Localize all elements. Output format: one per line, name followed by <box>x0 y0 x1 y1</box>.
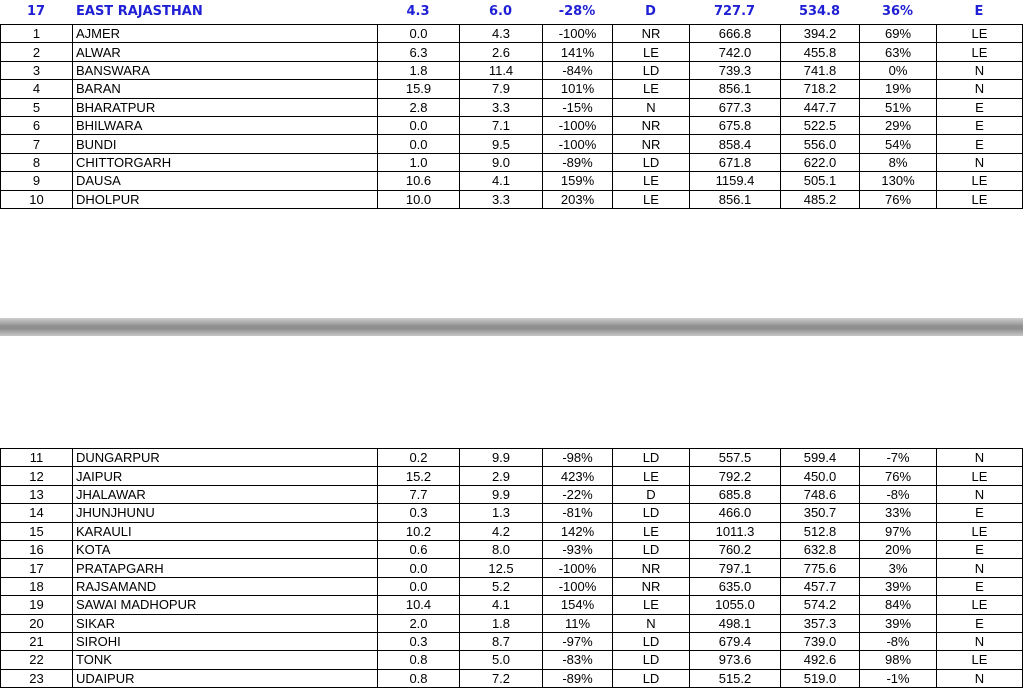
category-2: LE <box>937 651 1023 669</box>
normal-value-2: 492.6 <box>781 651 860 669</box>
category: LD <box>613 449 690 467</box>
actual-value: 2.8 <box>378 98 460 116</box>
table-row <box>1 61 1023 79</box>
actual-value-2: 675.8 <box>690 116 781 134</box>
table-row <box>1 43 1023 61</box>
normal-value-2: 718.2 <box>781 80 860 98</box>
category-2: N <box>937 632 1023 650</box>
district-name: ALWAR <box>73 43 378 61</box>
normal-value-2: 775.6 <box>781 559 860 577</box>
normal-value-2: 739.0 <box>781 632 860 650</box>
table-row <box>1 632 1023 650</box>
actual-value-2: 760.2 <box>690 540 781 558</box>
district-name: RAJSAMAND <box>73 577 378 595</box>
category-2: E <box>937 540 1023 558</box>
row-number: 5 <box>1 98 73 116</box>
normal-value: 2.9 <box>460 467 543 485</box>
category-2: N <box>937 61 1023 79</box>
actual-value-2: 1011.3 <box>690 522 781 540</box>
table-row <box>1 172 1023 190</box>
category: D <box>613 485 690 503</box>
departure-percent: 101% <box>543 80 613 98</box>
actual-value-2: 666.8 <box>690 25 781 43</box>
actual-value: 10.2 <box>378 522 460 540</box>
actual-value-2: 1159.4 <box>690 172 781 190</box>
district-name: UDAIPUR <box>73 669 378 687</box>
actual-value-2: 466.0 <box>690 504 781 522</box>
row-number: 1 <box>1 25 73 43</box>
actual-value: 0.0 <box>378 25 460 43</box>
normal-value: 9.9 <box>460 449 543 467</box>
actual-value: 15.2 <box>378 467 460 485</box>
normal-value: 9.5 <box>460 135 543 153</box>
normal-value: 2.6 <box>460 43 543 61</box>
district-name: JAIPUR <box>73 467 378 485</box>
actual-value: 0.2 <box>378 449 460 467</box>
departure-percent: -100% <box>543 116 613 134</box>
departure-percent-2: -8% <box>860 485 937 503</box>
actual-value-2: 685.8 <box>690 485 781 503</box>
district-name: CHITTORGARH <box>73 153 378 171</box>
district-name: BARAN <box>73 80 378 98</box>
category: LD <box>613 61 690 79</box>
district-name: TONK <box>73 651 378 669</box>
row-number: 18 <box>1 577 73 595</box>
departure-percent-2: 76% <box>860 467 937 485</box>
normal-value-2: 599.4 <box>781 449 860 467</box>
row-number: 15 <box>1 522 73 540</box>
category-2: N <box>937 449 1023 467</box>
actual-value-2: 792.2 <box>690 467 781 485</box>
departure-percent-2: 98% <box>860 651 937 669</box>
actual-value: 10.0 <box>378 190 460 208</box>
normal-value-2: 512.8 <box>781 522 860 540</box>
category: LD <box>613 504 690 522</box>
departure-percent-2: 63% <box>860 43 937 61</box>
category: LD <box>613 153 690 171</box>
normal-value-2: 741.8 <box>781 61 860 79</box>
row-number: 14 <box>1 504 73 522</box>
header-region: EAST RAJASTHAN <box>76 4 203 19</box>
district-table-part-2 <box>0 448 1023 688</box>
category-2: LE <box>937 522 1023 540</box>
departure-percent-2: 84% <box>860 596 937 614</box>
actual-value: 6.3 <box>378 43 460 61</box>
category: LD <box>613 632 690 650</box>
header-departure-2: 36% <box>881 4 914 19</box>
category-2: LE <box>937 25 1023 43</box>
category-2: E <box>937 135 1023 153</box>
category-2: N <box>937 153 1023 171</box>
departure-percent: 154% <box>543 596 613 614</box>
header-category: D <box>645 4 656 19</box>
table-row <box>1 559 1023 577</box>
category: LE <box>613 467 690 485</box>
normal-value: 4.1 <box>460 596 543 614</box>
departure-percent-2: 0% <box>860 61 937 79</box>
header-category-2: E <box>974 4 984 19</box>
normal-value: 7.2 <box>460 669 543 687</box>
normal-value-2: 350.7 <box>781 504 860 522</box>
departure-percent-2: 29% <box>860 116 937 134</box>
departure-percent-2: 76% <box>860 190 937 208</box>
category: N <box>613 98 690 116</box>
actual-value-2: 856.1 <box>690 190 781 208</box>
category-2: N <box>937 559 1023 577</box>
row-number: 7 <box>1 135 73 153</box>
actual-value: 0.0 <box>378 135 460 153</box>
departure-percent-2: -8% <box>860 632 937 650</box>
category: LE <box>613 80 690 98</box>
departure-percent: -84% <box>543 61 613 79</box>
normal-value: 7.9 <box>460 80 543 98</box>
category: LD <box>613 540 690 558</box>
row-number: 11 <box>1 449 73 467</box>
category: NR <box>613 25 690 43</box>
actual-value-2: 677.3 <box>690 98 781 116</box>
normal-value-2: 455.8 <box>781 43 860 61</box>
normal-value-2: 522.5 <box>781 116 860 134</box>
normal-value-2: 485.2 <box>781 190 860 208</box>
table-row <box>1 116 1023 134</box>
normal-value: 3.3 <box>460 190 543 208</box>
departure-percent: -81% <box>543 504 613 522</box>
departure-percent: 11% <box>543 614 613 632</box>
normal-value-2: 632.8 <box>781 540 860 558</box>
row-number: 9 <box>1 172 73 190</box>
actual-value: 10.4 <box>378 596 460 614</box>
departure-percent-2: 39% <box>860 577 937 595</box>
header-departure: -28% <box>558 4 596 19</box>
row-number: 12 <box>1 467 73 485</box>
normal-value: 8.0 <box>460 540 543 558</box>
normal-value-2: 519.0 <box>781 669 860 687</box>
departure-percent-2: 69% <box>860 25 937 43</box>
category: LE <box>613 596 690 614</box>
table-row <box>1 522 1023 540</box>
departure-percent-2: 3% <box>860 559 937 577</box>
district-name: BUNDI <box>73 135 378 153</box>
category-2: N <box>937 485 1023 503</box>
actual-value-2: 973.6 <box>690 651 781 669</box>
departure-percent: 159% <box>543 172 613 190</box>
actual-value: 0.0 <box>378 116 460 134</box>
category: NR <box>613 116 690 134</box>
district-name: JHUNJHUNU <box>73 504 378 522</box>
actual-value: 10.6 <box>378 172 460 190</box>
actual-value: 0.0 <box>378 559 460 577</box>
table-row <box>1 25 1023 43</box>
table-row <box>1 153 1023 171</box>
table-row <box>1 651 1023 669</box>
departure-percent: -100% <box>543 559 613 577</box>
district-name: BHILWARA <box>73 116 378 134</box>
departure-percent: -100% <box>543 135 613 153</box>
actual-value: 1.8 <box>378 61 460 79</box>
table-row <box>1 540 1023 558</box>
departure-percent: 423% <box>543 467 613 485</box>
table-row <box>1 80 1023 98</box>
normal-value-2: 505.1 <box>781 172 860 190</box>
district-table-part-1 <box>0 24 1023 209</box>
district-name: DAUSA <box>73 172 378 190</box>
table-row <box>1 669 1023 687</box>
actual-value-2: 858.4 <box>690 135 781 153</box>
actual-value: 15.9 <box>378 80 460 98</box>
district-name: BANSWARA <box>73 61 378 79</box>
normal-value: 1.3 <box>460 504 543 522</box>
normal-value-2: 622.0 <box>781 153 860 171</box>
normal-value-2: 748.6 <box>781 485 860 503</box>
table-row <box>1 614 1023 632</box>
table-row <box>1 449 1023 467</box>
normal-value-2: 447.7 <box>781 98 860 116</box>
row-number: 23 <box>1 669 73 687</box>
table-row <box>1 98 1023 116</box>
category: LE <box>613 190 690 208</box>
row-number: 4 <box>1 80 73 98</box>
row-number: 19 <box>1 596 73 614</box>
row-number: 6 <box>1 116 73 134</box>
category-2: N <box>937 80 1023 98</box>
table-row <box>1 577 1023 595</box>
district-name: SAWAI MADHOPUR <box>73 596 378 614</box>
category: LD <box>613 651 690 669</box>
category: LD <box>613 669 690 687</box>
district-name: PRATAPGARH <box>73 559 378 577</box>
row-number: 13 <box>1 485 73 503</box>
district-name: KOTA <box>73 540 378 558</box>
header-no: 17 <box>26 4 46 19</box>
departure-percent: 141% <box>543 43 613 61</box>
actual-value-2: 515.2 <box>690 669 781 687</box>
departure-percent-2: 130% <box>860 172 937 190</box>
category-2: LE <box>937 467 1023 485</box>
row-number: 2 <box>1 43 73 61</box>
row-number: 16 <box>1 540 73 558</box>
departure-percent-2: 8% <box>860 153 937 171</box>
normal-value: 8.7 <box>460 632 543 650</box>
normal-value: 5.2 <box>460 577 543 595</box>
category-2: LE <box>937 190 1023 208</box>
departure-percent: 203% <box>543 190 613 208</box>
departure-percent: -93% <box>543 540 613 558</box>
departure-percent: -89% <box>543 153 613 171</box>
category-2: LE <box>937 43 1023 61</box>
normal-value-2: 556.0 <box>781 135 860 153</box>
actual-value-2: 797.1 <box>690 559 781 577</box>
departure-percent: -98% <box>543 449 613 467</box>
normal-value: 5.0 <box>460 651 543 669</box>
normal-value: 12.5 <box>460 559 543 577</box>
departure-percent-2: 20% <box>860 540 937 558</box>
departure-percent-2: 33% <box>860 504 937 522</box>
category-2: LE <box>937 172 1023 190</box>
category-2: E <box>937 504 1023 522</box>
row-number: 22 <box>1 651 73 669</box>
district-name: DUNGARPUR <box>73 449 378 467</box>
table-row <box>1 504 1023 522</box>
departure-percent: -100% <box>543 577 613 595</box>
normal-value: 11.4 <box>460 61 543 79</box>
normal-value: 9.9 <box>460 485 543 503</box>
actual-value: 7.7 <box>378 485 460 503</box>
normal-value-2: 450.0 <box>781 467 860 485</box>
normal-value: 9.0 <box>460 153 543 171</box>
subdivision-header-row <box>0 3 1023 21</box>
actual-value-2: 679.4 <box>690 632 781 650</box>
table-row <box>1 467 1023 485</box>
row-number: 10 <box>1 190 73 208</box>
category-2: E <box>937 116 1023 134</box>
departure-percent: -22% <box>543 485 613 503</box>
departure-percent: -97% <box>543 632 613 650</box>
departure-percent: -100% <box>543 25 613 43</box>
category: NR <box>613 135 690 153</box>
normal-value: 3.3 <box>460 98 543 116</box>
actual-value-2: 1055.0 <box>690 596 781 614</box>
actual-value-2: 557.5 <box>690 449 781 467</box>
header-normal-2: 534.8 <box>798 4 841 19</box>
district-name: SIROHI <box>73 632 378 650</box>
normal-value-2: 357.3 <box>781 614 860 632</box>
district-name: BHARATPUR <box>73 98 378 116</box>
departure-percent-2: 39% <box>860 614 937 632</box>
departure-percent: 142% <box>543 522 613 540</box>
actual-value: 0.3 <box>378 504 460 522</box>
category-2: E <box>937 577 1023 595</box>
departure-percent: -89% <box>543 669 613 687</box>
row-number: 20 <box>1 614 73 632</box>
departure-percent-2: -1% <box>860 669 937 687</box>
actual-value: 0.6 <box>378 540 460 558</box>
normal-value: 4.2 <box>460 522 543 540</box>
district-name: SIKAR <box>73 614 378 632</box>
table-row <box>1 190 1023 208</box>
normal-value: 4.1 <box>460 172 543 190</box>
table-row <box>1 485 1023 503</box>
page-separator <box>0 318 1023 336</box>
normal-value-2: 457.7 <box>781 577 860 595</box>
header-actual: 4.3 <box>406 4 430 19</box>
actual-value: 2.0 <box>378 614 460 632</box>
normal-value: 1.8 <box>460 614 543 632</box>
departure-percent: -83% <box>543 651 613 669</box>
actual-value-2: 856.1 <box>690 80 781 98</box>
actual-value: 0.3 <box>378 632 460 650</box>
departure-percent-2: 51% <box>860 98 937 116</box>
row-number: 8 <box>1 153 73 171</box>
actual-value-2: 739.3 <box>690 61 781 79</box>
normal-value-2: 574.2 <box>781 596 860 614</box>
table-row <box>1 596 1023 614</box>
category: LE <box>613 522 690 540</box>
category-2: E <box>937 98 1023 116</box>
district-name: AJMER <box>73 25 378 43</box>
row-number: 17 <box>1 559 73 577</box>
normal-value-2: 394.2 <box>781 25 860 43</box>
district-name: DHOLPUR <box>73 190 378 208</box>
category: LE <box>613 43 690 61</box>
departure-percent-2: 19% <box>860 80 937 98</box>
actual-value-2: 671.8 <box>690 153 781 171</box>
departure-percent: -15% <box>543 98 613 116</box>
table-row <box>1 135 1023 153</box>
actual-value: 0.8 <box>378 669 460 687</box>
district-name: KARAULI <box>73 522 378 540</box>
category: NR <box>613 577 690 595</box>
header-normal: 6.0 <box>488 4 513 19</box>
departure-percent-2: -7% <box>860 449 937 467</box>
actual-value-2: 635.0 <box>690 577 781 595</box>
header-actual-2: 727.7 <box>713 4 756 19</box>
category-2: LE <box>937 596 1023 614</box>
actual-value: 0.0 <box>378 577 460 595</box>
actual-value: 0.8 <box>378 651 460 669</box>
category: NR <box>613 559 690 577</box>
normal-value: 7.1 <box>460 116 543 134</box>
normal-value: 4.3 <box>460 25 543 43</box>
category-2: N <box>937 669 1023 687</box>
category: LE <box>613 172 690 190</box>
departure-percent-2: 97% <box>860 522 937 540</box>
category: N <box>613 614 690 632</box>
actual-value-2: 498.1 <box>690 614 781 632</box>
category-2: E <box>937 614 1023 632</box>
actual-value-2: 742.0 <box>690 43 781 61</box>
district-name: JHALAWAR <box>73 485 378 503</box>
actual-value: 1.0 <box>378 153 460 171</box>
departure-percent-2: 54% <box>860 135 937 153</box>
row-number: 21 <box>1 632 73 650</box>
row-number: 3 <box>1 61 73 79</box>
